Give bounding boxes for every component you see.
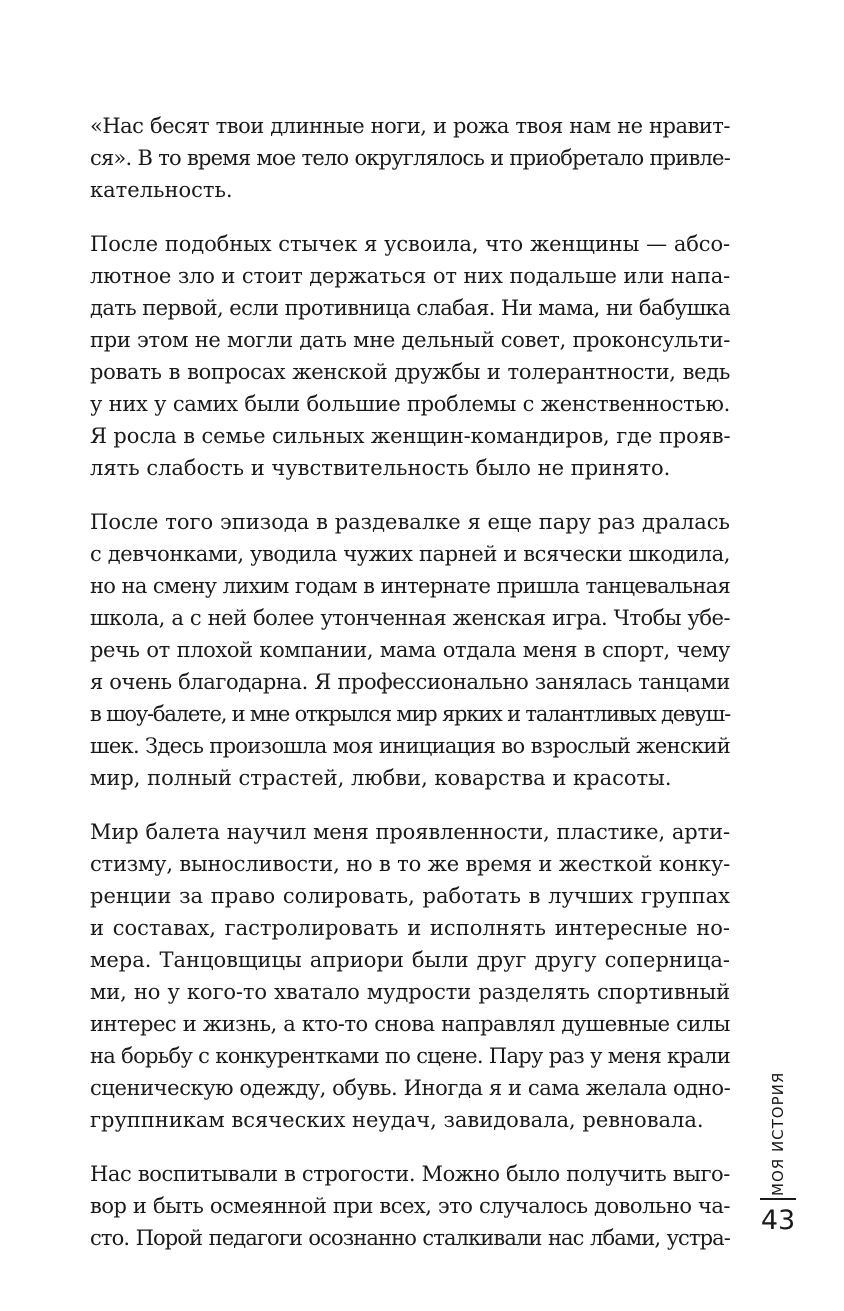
text-line: Нас воспитывали в строгости. Можно было получить выго- — [90, 1162, 730, 1186]
text-line: группникам всяческих неудач, завидовала, ревновала. — [90, 1108, 704, 1132]
paragraph — [90, 1158, 730, 1254]
text-line: Мир балета научил меня проявленности, пластике, арти- — [90, 820, 730, 844]
text-line: но на смену лихим годам в интернате пришла танцевальная — [90, 574, 730, 598]
text-line: и составах, гастролировать и исполнять интересные но- — [90, 916, 730, 940]
text-line: сценическую одежду, обувь. Иногда я и сама желала одно- — [90, 1076, 731, 1100]
text-line: мера. Танцовщицы априори были друг другу соперница- — [90, 948, 730, 972]
text-line: мир, полный страстей, любви, коварства и красоты. — [90, 766, 672, 790]
page-number: 43 — [760, 1205, 796, 1236]
text-line: интерес и жизнь, а кто-то снова направлял душевные силы — [90, 1012, 730, 1036]
text-line: лютное зло и стоит держаться от них подальше или напа- — [90, 264, 730, 288]
text-line: сто. Порой педагоги осознанно сталкивали нас лбами, устра- — [90, 1226, 730, 1250]
text-line: школа, а с ней более утонченная женская игра. Чтобы убе- — [90, 606, 730, 630]
paragraph — [90, 228, 730, 484]
paragraph — [90, 816, 730, 1136]
text-line: дать первой, если противница слабая. Ни мама, ни бабушка — [90, 296, 730, 320]
text-line: ровать в вопросах женской дружбы и толерантности, ведь — [90, 360, 730, 384]
text-line: ренции за право солировать, работать в лучших группах — [90, 884, 730, 908]
text-line: «Нас бесят твои длинные ноги, и рожа твоя нам не нравит- — [90, 114, 730, 138]
text-line: на борьбу с конкурентками по сцене. Пару раз у меня крали — [90, 1044, 730, 1068]
text-line: После того эпизода в раздевалке я еще пару раз дралась — [90, 510, 730, 534]
page-body — [90, 110, 730, 1276]
text-line: с девчонками, уводила чужих парней и всячески шкодила, — [90, 542, 730, 566]
running-head-rule — [760, 1198, 796, 1200]
text-line: стизму, выносливости, но в то же время и жесткой конку- — [90, 852, 730, 876]
text-line: у них у самих были большие проблемы с женственностью. — [90, 392, 730, 416]
text-line: вор и быть осмеянной при всех, это случалось довольно ча- — [90, 1194, 730, 1218]
text-line: лять слабость и чувствительность было не принято. — [90, 456, 671, 480]
text-line: при этом не могли дать мне дельный совет, проконсульти- — [90, 328, 730, 352]
text-line: в шоу-балете, и мне открылся мир ярких и талантливых девуш- — [90, 702, 730, 726]
text-line: шек. Здесь произошла моя инициация во взрослый женский — [90, 734, 730, 758]
text-line: После подобных стычек я усвоила, что женщины — абсо- — [90, 232, 730, 256]
running-head: МОЯ ИСТОРИЯ — [769, 1071, 787, 1196]
text-line: речь от плохой компании, мама отдала меня в спорт, чему — [90, 638, 730, 662]
text-line: ми, но у кого-то хватало мудрости разделять спортивный — [90, 980, 730, 1004]
text-line: я очень благодарна. Я профессионально занялась танцами — [90, 670, 730, 694]
paragraph — [90, 110, 730, 206]
paragraph — [90, 506, 730, 794]
text-line: кательность. — [90, 178, 233, 202]
text-line: Я росла в семье сильных женщин-командиров, где прояв- — [90, 424, 731, 448]
text-line: ся». В то время мое тело округлялось и приобретало привле- — [90, 146, 730, 170]
